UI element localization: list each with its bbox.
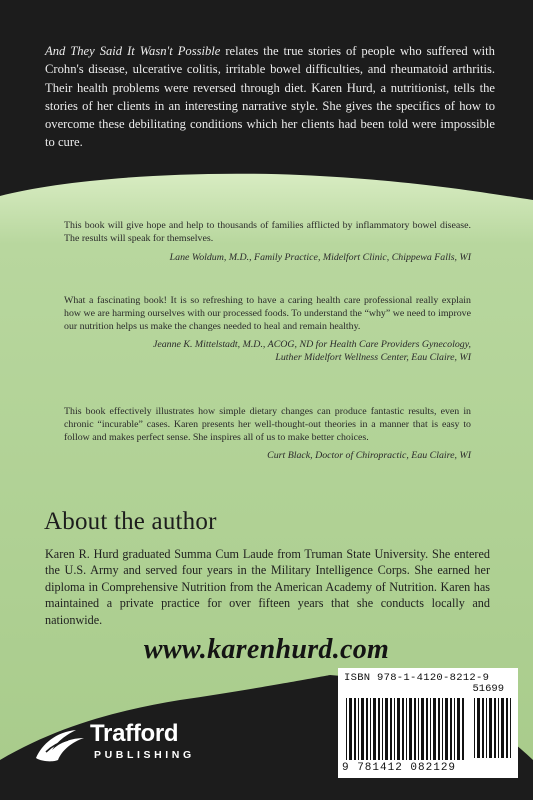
- testimonial-text: What a fascinating book! It is so refreshing to have a caring health care professional really explain how we are harming ourselves with our processed foods. To understand the “why” we need to improve our nutrition helps us make the changes needed to heal and remain healthy.: [64, 295, 471, 332]
- barcode-digits: 9 781412 082129: [342, 762, 457, 774]
- testimonial-text: This book will give hope and help to thousands of families afflicted by inflammatory bowel disease. The results will speak for themselves.: [64, 220, 471, 244]
- testimonial-attribution: [64, 339, 471, 365]
- swoosh-icon: [32, 722, 88, 766]
- website-url: www.karenhurd.com: [143, 634, 390, 665]
- barcode-main-bars: [346, 698, 466, 760]
- publisher-logo: [32, 720, 242, 770]
- isbn-number: ISBN 978-1-4120-8212-9: [344, 672, 490, 684]
- barcode-addon-bars: [474, 698, 512, 758]
- about-paragraph: Karen R. Hurd graduated Summa Cum Laude from Truman State University. She entered the U.S. Army and served four years in the Military Intelligence Corps. She earned her diploma in Comprehensive Nutrition from the American Academy of Nutrition. Karen has maintained a private practice for over fifteen years that she conducts locally and nationwide.: [45, 547, 490, 627]
- testimonial-3: [64, 406, 471, 463]
- about-heading: About the author: [44, 508, 217, 535]
- book-title: And They Said It Wasn't Possible: [45, 44, 221, 58]
- testimonial-text: This book effectively illustrates how simple dietary changes can produce fantastic results, even in chronic “incurable” cases. Karen presents her well-thought-out theories in a manner that is easy to follow and makes perfect sense. She inspires all of us to make better choices.: [64, 406, 471, 443]
- testimonial-1: [64, 220, 471, 264]
- publisher-name: Trafford: [90, 720, 179, 747]
- price-code: 51699: [472, 683, 504, 695]
- attribution-line-2: Luther Midelfort Wellness Center, Eau Claire, WI: [275, 352, 471, 364]
- attribution-line-1: Jeanne K. Mittelstadt, M.D., ACOG, ND for Health Care Providers Gynecology,: [152, 339, 471, 351]
- testimonial-2: [64, 295, 471, 365]
- intro-text: relates the true stories of people who suffered with Crohn's disease, ulcerative colitis, irritable bowel difficulties, and rheumatoid arthritis. Their health problems were reversed through diet. Karen Hurd, a nutritionist, tells the stories of her clients in an interesting narrative style. She gives the specifics of how to overcome these debilitating conditions which her clients had been told were impossible to cure.: [45, 44, 495, 150]
- testimonial-attribution: Curt Black, Doctor of Chiropractic, Eau Claire, WI: [267, 450, 471, 462]
- isbn-barcode: [338, 668, 518, 778]
- publisher-sub: PUBLISHING: [94, 749, 195, 761]
- testimonial-attribution: Lane Woldum, M.D., Family Practice, Midelfort Clinic, Chippewa Falls, WI: [169, 251, 471, 263]
